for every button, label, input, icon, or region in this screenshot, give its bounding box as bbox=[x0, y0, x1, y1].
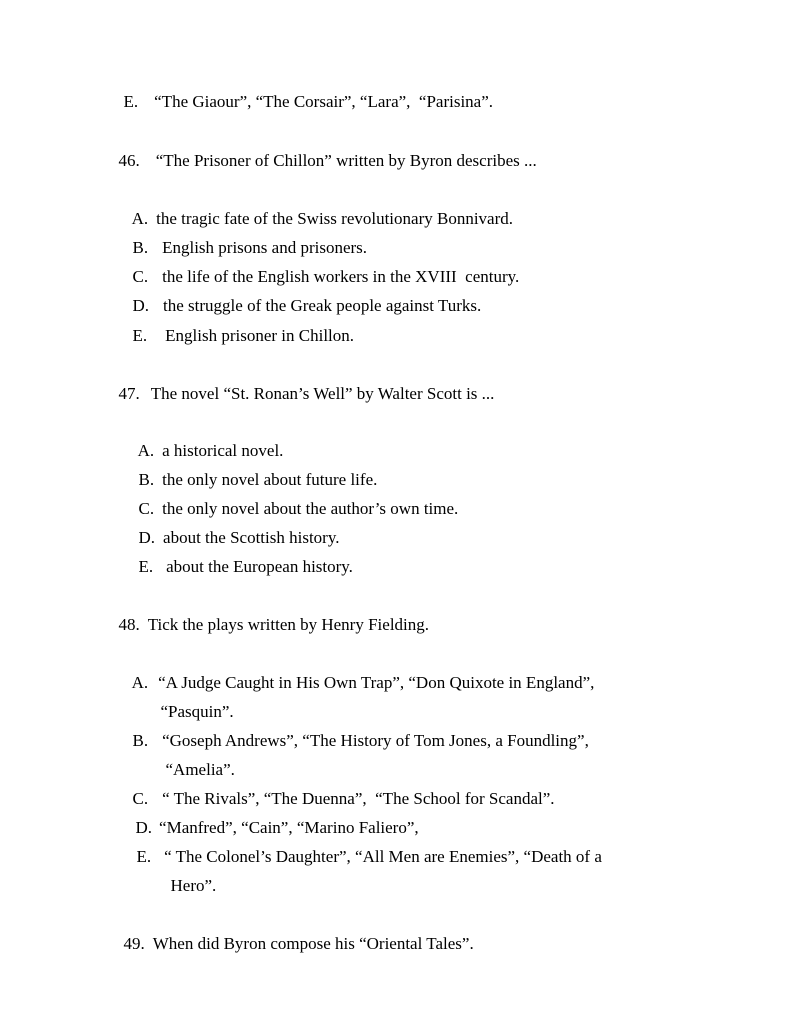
option-text: “Goseph Andrews”, “The History of Tom Jones, a Foundling”, bbox=[162, 731, 589, 750]
option-letter: E. bbox=[136, 847, 152, 866]
option-letter: B. bbox=[132, 238, 149, 257]
option-letter: A. bbox=[131, 209, 149, 228]
option-letter: E. bbox=[123, 92, 139, 111]
option-text: “A Judge Caught in His Own Trap”, “Don Quixote in England”, bbox=[158, 673, 595, 692]
option-text: “The Giaour”, “The Corsair”, “Lara”, “Parisina”. bbox=[154, 92, 494, 111]
question-48 bbox=[110, 599, 429, 633]
option-text: the only novel about future life. bbox=[162, 470, 378, 489]
option-text: English prisons and prisoners. bbox=[162, 238, 368, 257]
question-number: 47. bbox=[118, 384, 140, 403]
option-text-continuation: “Amelia”. bbox=[165, 760, 235, 779]
question-number: 46. bbox=[118, 151, 140, 170]
question-49 bbox=[115, 918, 474, 952]
question-47 bbox=[110, 368, 494, 402]
option-text: the life of the English workers in the XVIII century. bbox=[162, 267, 520, 286]
option-letter: D. bbox=[138, 528, 156, 547]
question-number: 49. bbox=[123, 934, 145, 953]
question-number: 48. bbox=[118, 615, 140, 634]
option-text: the tragic fate of the Swiss revolutionary Bonnivard. bbox=[156, 209, 514, 228]
option-letter: C. bbox=[132, 267, 149, 286]
option-text: “ The Rivals”, “The Duenna”, “The School for Scandal”. bbox=[162, 789, 555, 808]
option-text: English prisoner in Chillon. bbox=[165, 326, 355, 345]
option-letter: C. bbox=[132, 789, 149, 808]
option-letter: B. bbox=[138, 470, 155, 489]
question-stem: When did Byron compose his “Oriental Tales”. bbox=[152, 934, 474, 953]
option-text: a historical novel. bbox=[162, 441, 284, 460]
option-letter: D. bbox=[135, 818, 153, 837]
option-letter: A. bbox=[137, 441, 155, 460]
q48-option-e-continuation bbox=[162, 860, 216, 894]
option-text-continuation: “Pasquin”. bbox=[160, 702, 234, 721]
option-text: the struggle of the Greak people against Turks. bbox=[163, 296, 482, 315]
option-text: the only novel about the author’s own time. bbox=[162, 499, 459, 518]
option-text-continuation: Hero”. bbox=[170, 876, 217, 895]
option-letter: C. bbox=[138, 499, 155, 518]
option-text: about the Scottish history. bbox=[163, 528, 340, 547]
q47-option-e bbox=[130, 541, 353, 575]
question-46 bbox=[110, 135, 537, 169]
option-letter: B. bbox=[132, 731, 149, 750]
option-text: “Manfred”, “Cain”, “Marino Faliero”, bbox=[159, 818, 419, 837]
option-letter: E. bbox=[138, 557, 154, 576]
q46-option-e bbox=[124, 310, 354, 344]
option-text: “ The Colonel’s Daughter”, “All Men are Enemies”, “Death of a bbox=[164, 847, 602, 866]
question-stem: “The Prisoner of Chillon” written by Byron describes ... bbox=[155, 151, 537, 170]
question-stem: The novel “St. Ronan’s Well” by Walter Scott is ... bbox=[150, 384, 495, 403]
option-letter: A. bbox=[131, 673, 149, 692]
q46-option-d bbox=[124, 280, 481, 314]
option-letter: E. bbox=[132, 326, 148, 345]
option-text: about the European history. bbox=[166, 557, 353, 576]
question-stem: Tick the plays written by Henry Fielding. bbox=[147, 615, 430, 634]
option-letter: D. bbox=[132, 296, 150, 315]
option-e-previous bbox=[115, 76, 493, 110]
